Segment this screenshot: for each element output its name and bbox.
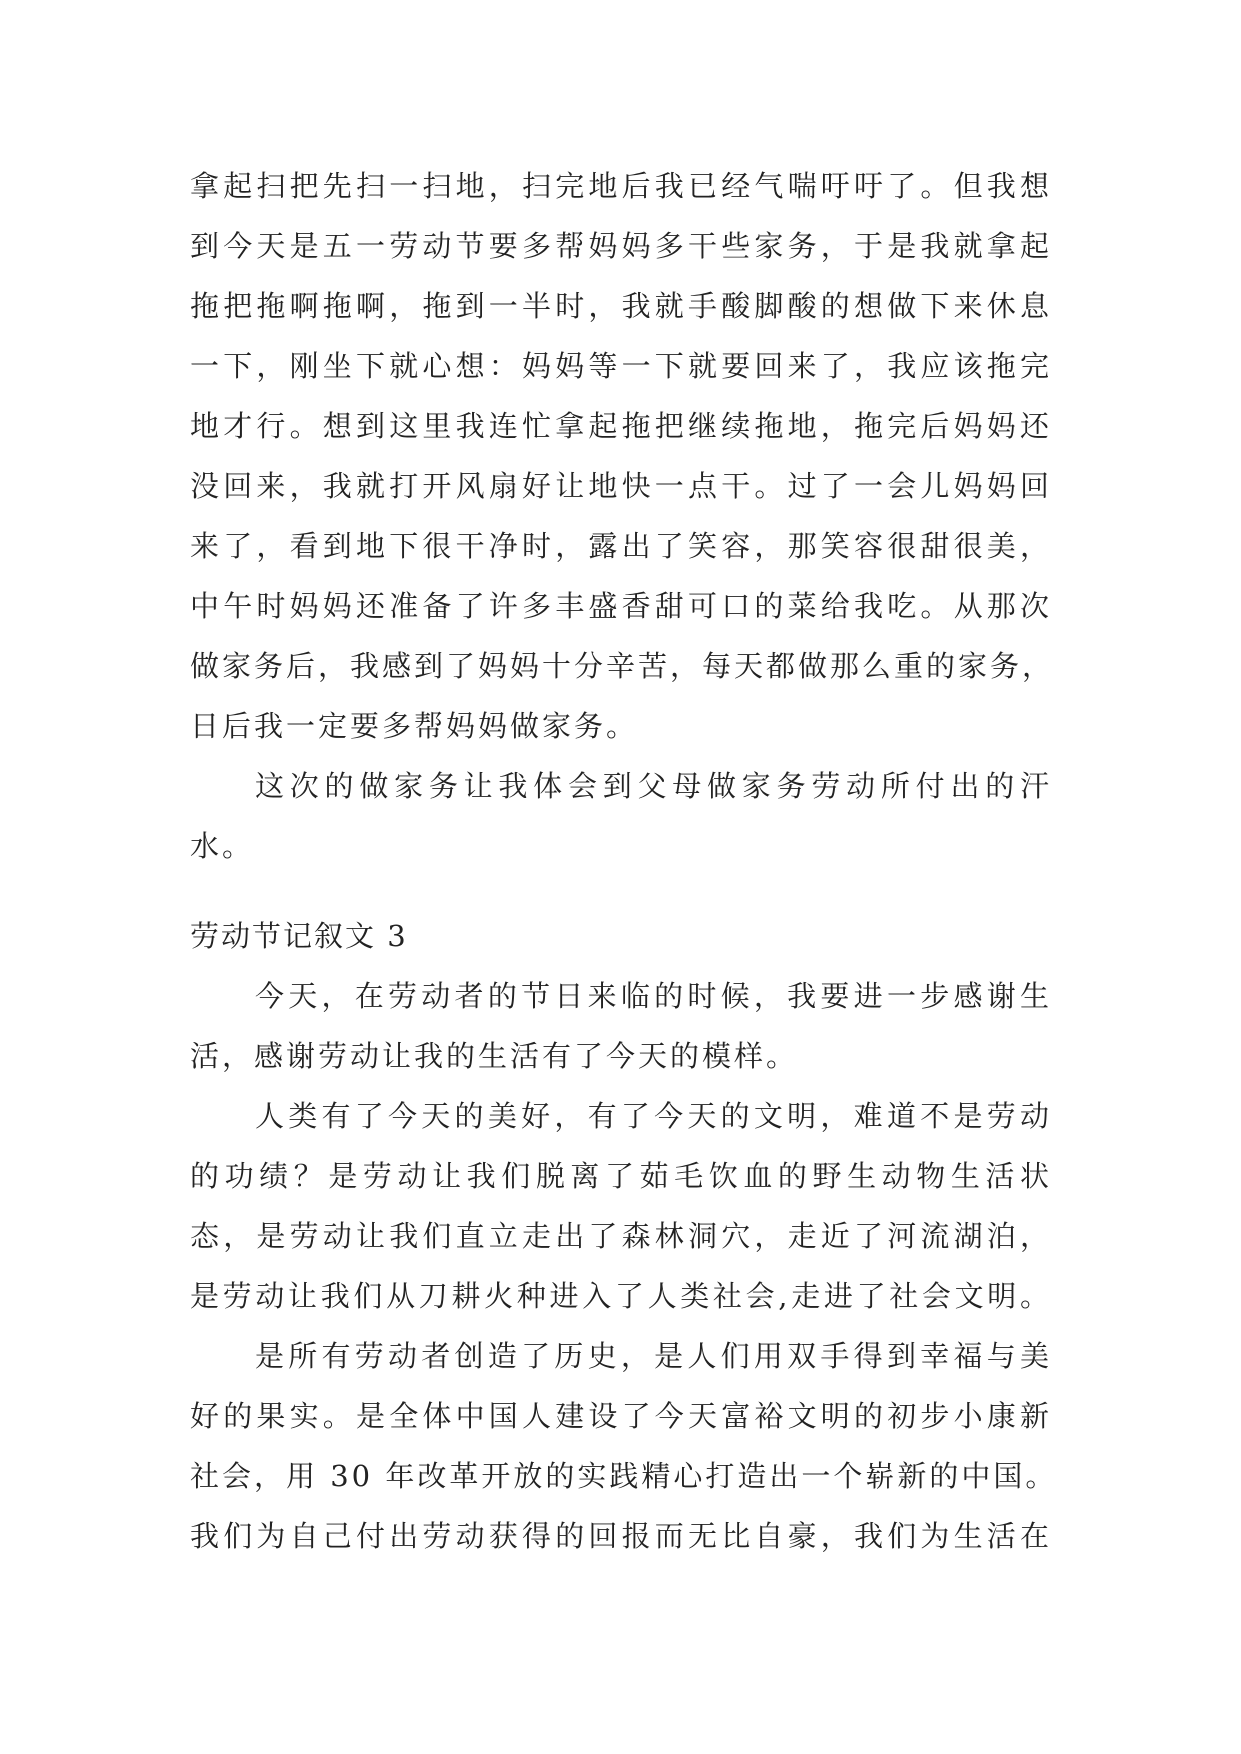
text-line: 活，感谢劳动让我的生活有了今天的模样。	[190, 1039, 799, 1073]
text-line: 没回来，我就打开风扇好让地快一点干。过了一会儿妈妈回	[190, 469, 1052, 503]
text-line: 我们为自己付出劳动获得的回报而无比自豪，我们为生活在	[190, 1519, 1052, 1553]
section-body	[190, 966, 1058, 1566]
text-line: 地才行。想到这里我连忙拿起拖把继续拖地，拖完后妈妈还	[190, 409, 1052, 443]
text-line: 社会，用 30 年改革开放的实践精心打造出一个崭新的中国。	[190, 1459, 1058, 1493]
text-line: 态，是劳动让我们直立走出了森林洞穴，走近了河流湖泊，	[190, 1219, 1052, 1253]
continued-paragraph	[190, 156, 1055, 876]
text-line: 今天，在劳动者的节日来临的时候，我要进一步感谢生	[255, 979, 1052, 1013]
text-line: 一下，刚坐下就心想：妈妈等一下就要回来了，我应该拖完	[190, 349, 1052, 383]
text-line: 做家务后，我感到了妈妈十分辛苦，每天都做那么重的家务，	[190, 649, 1055, 683]
section-heading: 劳动节记叙文 3	[190, 919, 408, 953]
text-line: 是劳动让我们从刀耕火种进入了人类社会,走进了社会文明。	[190, 1279, 1052, 1313]
text-line: 这次的做家务让我体会到父母做家务劳动所付出的汗	[255, 769, 1052, 803]
text-line: 好的果实。是全体中国人建设了今天富裕文明的初步小康新	[190, 1399, 1052, 1433]
text-line: 中午时妈妈还准备了许多丰盛香甜可口的菜给我吃。从那次	[190, 589, 1052, 623]
text-line: 拿起扫把先扫一扫地，扫完地后我已经气喘吁吁了。但我想	[190, 169, 1052, 203]
text-line: 来了，看到地下很干净时，露出了笑容，那笑容很甜很美，	[190, 529, 1052, 563]
text-line: 日后我一定要多帮妈妈做家务。	[190, 709, 639, 743]
text-line: 拖把拖啊拖啊，拖到一半时，我就手酸脚酸的想做下来休息	[190, 289, 1052, 323]
text-line: 是所有劳动者创造了历史，是人们用双手得到幸福与美	[255, 1339, 1052, 1373]
text-line: 的功绩？是劳动让我们脱离了茹毛饮血的野生动物生活状	[190, 1159, 1052, 1193]
text-line: 人类有了今天的美好，有了今天的文明，难道不是劳动	[255, 1099, 1052, 1133]
text-line: 到今天是五一劳动节要多帮妈妈多干些家务，于是我就拿起	[190, 229, 1052, 263]
text-line: 水。	[190, 829, 255, 863]
